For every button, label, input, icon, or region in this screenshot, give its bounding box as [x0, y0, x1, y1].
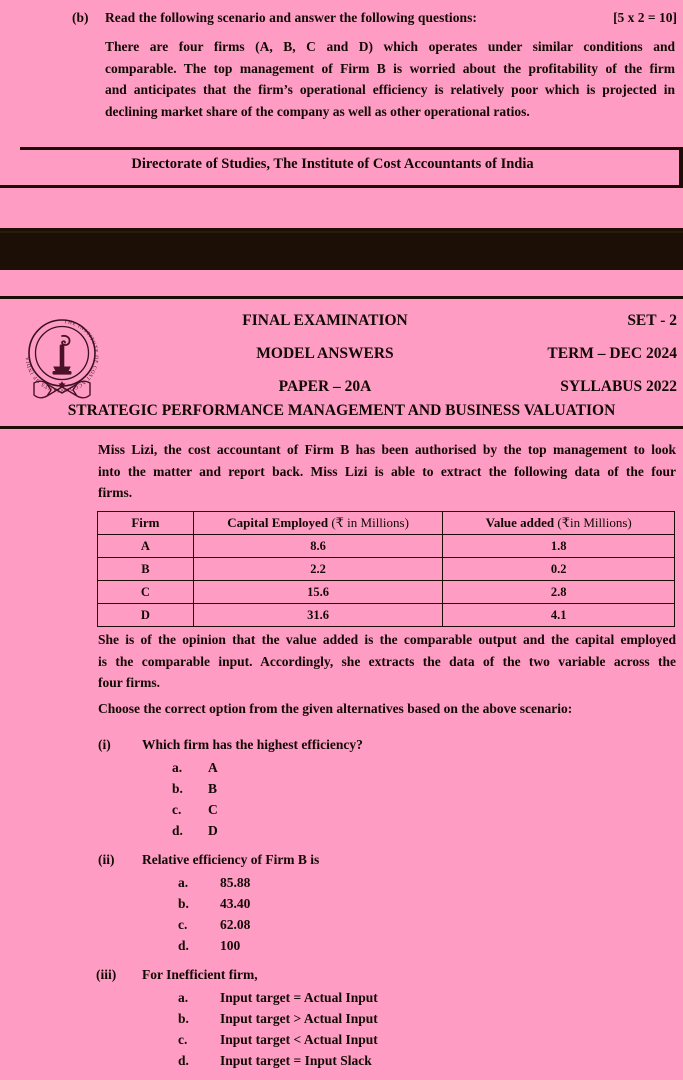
- header-term: TERM – DEC 2024: [547, 345, 677, 362]
- question-ii-option-d[interactable]: 100: [220, 938, 241, 953]
- question-i-option-a[interactable]: A: [208, 760, 218, 775]
- question-i-option-d[interactable]: D: [208, 823, 218, 838]
- question-iii: [96, 967, 656, 1067]
- question-ii-option-b-letter[interactable]: b.: [178, 896, 189, 911]
- cell-capital-employed: 31.6: [193, 604, 443, 627]
- header-set: SET - 2: [627, 312, 677, 329]
- table-row: [98, 604, 675, 627]
- page-separator-band: [0, 228, 683, 270]
- question-iii-option-b-letter[interactable]: b.: [178, 1011, 189, 1026]
- cell-firm: B: [98, 558, 194, 581]
- question-i-option-c-letter[interactable]: c.: [172, 802, 182, 817]
- question-ii: [98, 852, 658, 952]
- intro-line-3: firms.: [98, 485, 133, 500]
- part-label: (b): [72, 10, 89, 25]
- question-i-stem: Which firm has the highest efficiency?: [142, 737, 363, 752]
- capital-employed-unit: (₹ in Millions): [331, 515, 409, 530]
- firm-data-table: [97, 511, 675, 627]
- part-prompt: Read the following scenario and answer the following questions:: [105, 10, 477, 25]
- after-table-line-1: She is of the opinion that the value added is the comparable output and the capital employed: [98, 632, 676, 647]
- footer-rule-bottom: [0, 185, 683, 188]
- question-part-header: [0, 10, 683, 30]
- choose-option-instruction: Choose the correct option from the given alternatives based on the above scenario:: [98, 701, 573, 716]
- intro-paragraph: [98, 439, 676, 504]
- question-iii-option-c[interactable]: Input target < Actual Input: [220, 1032, 378, 1047]
- cell-value-added: 2.8: [443, 581, 675, 604]
- question-i-option-b-letter[interactable]: b.: [172, 781, 183, 796]
- question-ii-option-c-letter[interactable]: c.: [178, 917, 188, 932]
- question-i: [98, 737, 658, 837]
- after-table-line-2: is the comparable input. Accordingly, she extracts the data of the two variable across the: [98, 653, 676, 669]
- scenario-line-1: There are four firms (A, B, C and D) which operates under similar conditions and: [105, 39, 675, 54]
- column-header-value-added: [443, 512, 675, 535]
- header-syllabus: SYLLABUS 2022: [560, 378, 677, 395]
- footer-rule-top: [20, 147, 683, 150]
- header-answers-label: MODEL ANSWERS: [256, 345, 394, 362]
- question-ii-option-a[interactable]: 85.88: [220, 875, 251, 890]
- question-ii-option-b[interactable]: 43.40: [220, 896, 251, 911]
- cell-value-added: 1.8: [443, 535, 675, 558]
- page-footer-text: Directorate of Studies, The Institute of Cost Accountants of India: [131, 156, 534, 172]
- cell-capital-employed: 2.2: [193, 558, 443, 581]
- question-i-number: (i): [98, 737, 111, 752]
- after-table-paragraph: [98, 629, 676, 694]
- paper-title: STRATEGIC PERFORMANCE MANAGEMENT AND BUSINESS VALUATION: [67, 402, 616, 419]
- cell-value-added: 0.2: [443, 558, 675, 581]
- header-paper-code: PAPER – 20A: [278, 378, 372, 395]
- cell-capital-employed: 15.6: [193, 581, 443, 604]
- question-ii-option-a-letter[interactable]: a.: [178, 875, 189, 890]
- header-exam-name: FINAL EXAMINATION: [242, 312, 408, 329]
- value-added-label: Value added: [485, 515, 555, 530]
- cell-capital-employed: 8.6: [193, 535, 443, 558]
- value-added-unit: (₹in Millions): [557, 515, 632, 530]
- question-iii-option-a[interactable]: Input target = Actual Input: [220, 990, 378, 1005]
- scenario-line-2: comparable. The top management of Firm B is worried about the profitability of the firm: [105, 60, 675, 76]
- scenario-line-3: and anticipates that the firm’s operational efficiency is relatively poor which is projected in: [105, 82, 675, 97]
- table-row: [98, 558, 675, 581]
- question-ii-number: (ii): [98, 852, 115, 867]
- question-iii-option-c-letter[interactable]: c.: [178, 1032, 188, 1047]
- footer-rule-right: [679, 147, 683, 188]
- question-iii-option-b[interactable]: Input target > Actual Input: [220, 1011, 378, 1026]
- scenario-line-4: declining market share of the company as well as other operational ratios.: [105, 103, 530, 119]
- cell-value-added: 4.1: [443, 604, 675, 627]
- intro-line-2: into the matter and report back. Miss Lizi is able to extract the following data of the four: [98, 463, 676, 479]
- intro-line-1: Miss Lizi, the cost accountant of Firm B has been authorised by the top management to look: [98, 442, 676, 457]
- after-table-line-3: four firms.: [98, 675, 160, 690]
- table-row: [98, 535, 675, 558]
- question-ii-stem: Relative efficiency of Firm B is: [142, 852, 320, 867]
- table-row: [98, 581, 675, 604]
- question-iii-option-d-letter[interactable]: d.: [178, 1053, 189, 1068]
- capital-employed-label: Capital Employed: [227, 515, 329, 530]
- institute-seal-logo: [20, 303, 104, 399]
- marks-allocation: [5 x 2 = 10]: [613, 10, 677, 25]
- header-rule-top: [0, 296, 683, 299]
- question-i-option-d-letter[interactable]: d.: [172, 823, 183, 838]
- question-iii-option-d[interactable]: Input target = Input Slack: [220, 1053, 372, 1068]
- column-header-firm: Firm: [98, 512, 194, 535]
- question-iii-option-a-letter[interactable]: a.: [178, 990, 189, 1005]
- question-i-option-b[interactable]: B: [208, 781, 218, 796]
- svg-text:THE INSTITUTE OF COST ACCOUNTA: THE INSTITUTE OF COST ACCOUNTANTS OF INDIA: [24, 319, 100, 394]
- question-ii-option-d-letter[interactable]: d.: [178, 938, 189, 953]
- cell-firm: D: [98, 604, 194, 627]
- question-i-option-c[interactable]: C: [208, 802, 218, 817]
- cell-firm: A: [98, 535, 194, 558]
- question-iii-number: (iii): [96, 967, 117, 982]
- question-i-option-a-letter[interactable]: a.: [172, 760, 183, 775]
- question-iii-stem: For Inefficient firm,: [142, 967, 258, 982]
- header-rule-bottom: [0, 426, 683, 429]
- question-ii-option-c[interactable]: 62.08: [220, 917, 251, 932]
- scenario-paragraph: [105, 36, 675, 122]
- table-header-row: [98, 512, 675, 535]
- page-separator-highlight: [0, 231, 683, 233]
- column-header-capital-employed: [193, 512, 443, 535]
- cell-firm: C: [98, 581, 194, 604]
